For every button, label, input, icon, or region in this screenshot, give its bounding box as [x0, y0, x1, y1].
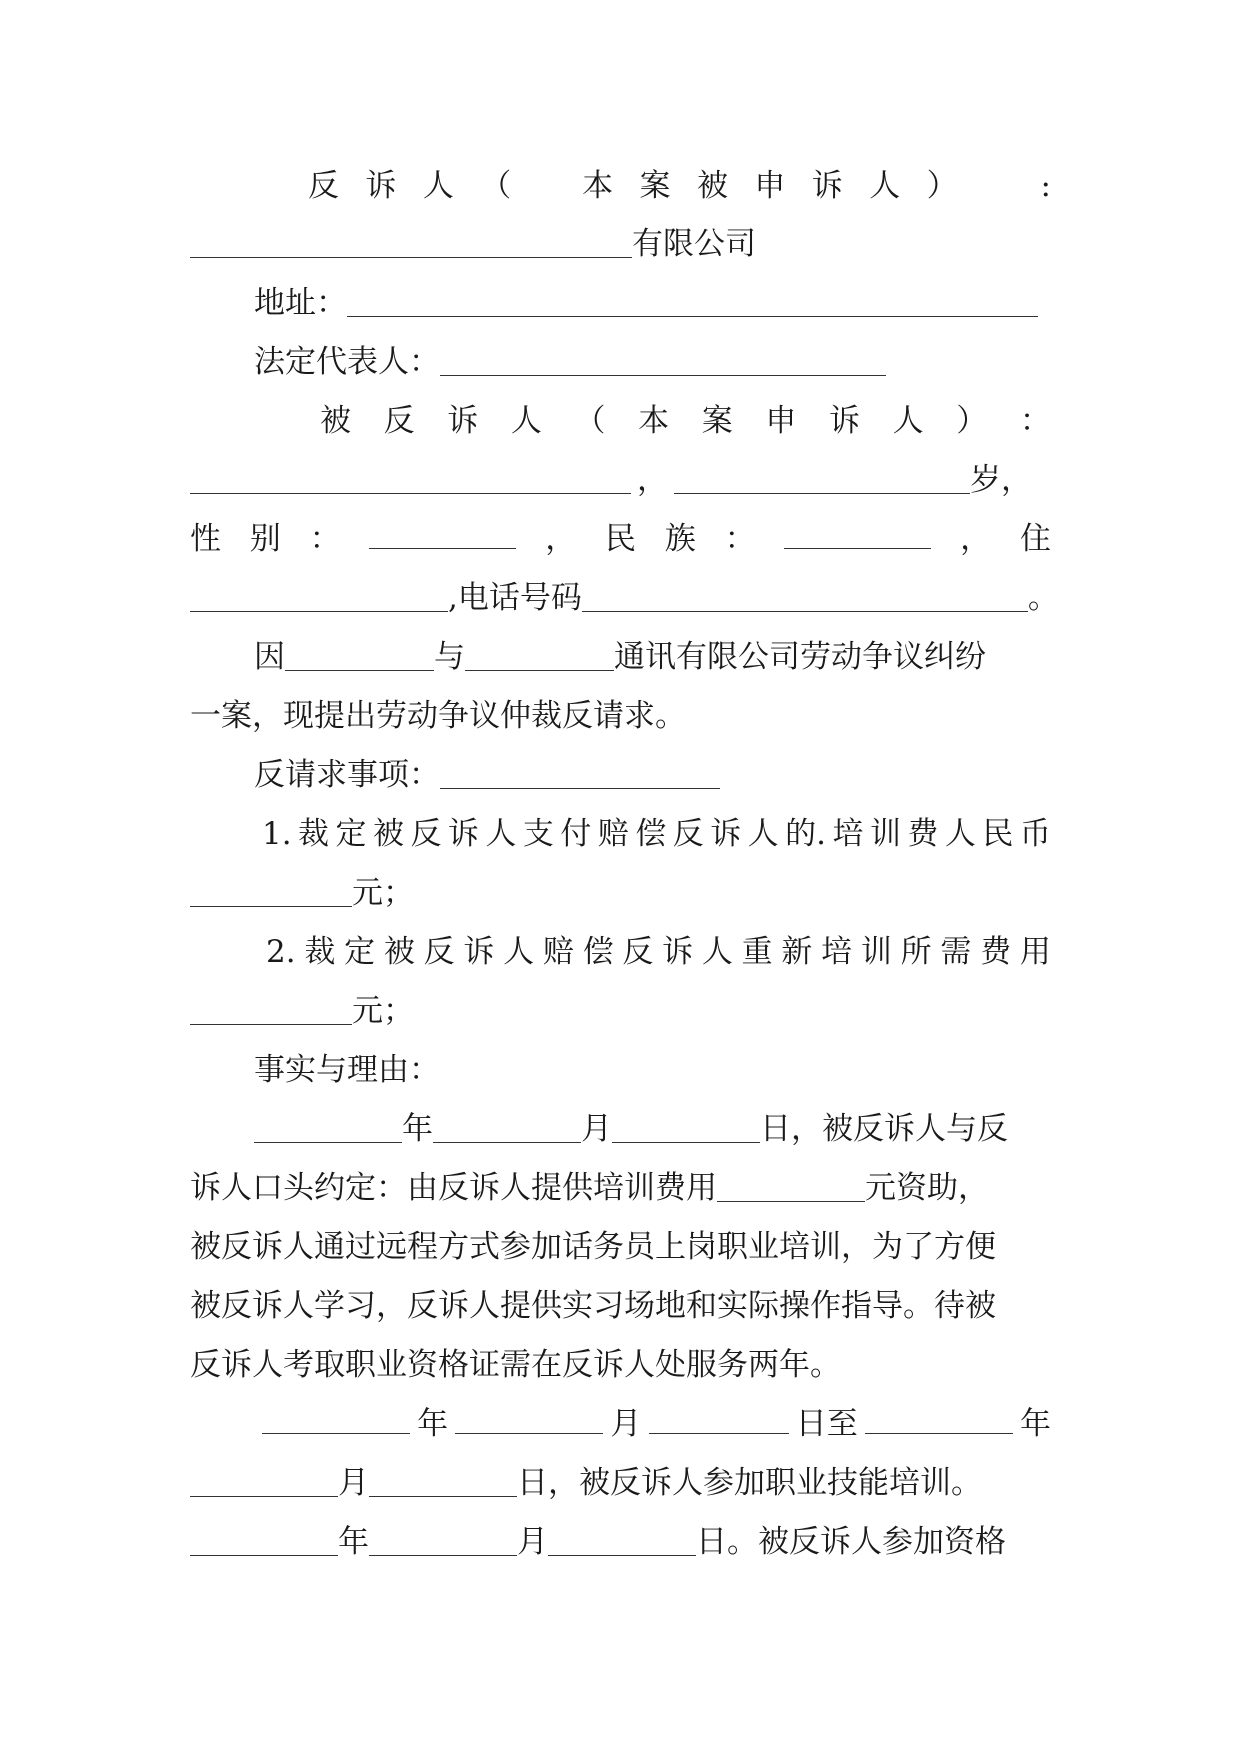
- exam-month-blank[interactable]: [369, 1529, 517, 1556]
- claim-char: 民: [982, 816, 1014, 852]
- heading-char: 诉: [811, 168, 843, 204]
- period-text: 日，被反诉人参加职业技能培训。: [517, 1465, 982, 1501]
- month-label: 月: [581, 1111, 612, 1147]
- claim-char: 人: [701, 934, 733, 970]
- claim-char: 诉: [662, 934, 694, 970]
- facts-text: 反诉人考取职业资格证需在反诉人处服务两年。: [190, 1347, 841, 1383]
- legal-rep-blank[interactable]: [440, 349, 886, 376]
- respondent-name-blank[interactable]: [190, 467, 631, 494]
- colon: ：: [309, 521, 341, 557]
- training-fee-blank[interactable]: [717, 1175, 865, 1202]
- claim-char: 诉: [463, 934, 495, 970]
- claim-char: 付: [560, 816, 592, 852]
- year-label: 年: [402, 1111, 433, 1147]
- month-label: 月: [338, 1465, 369, 1501]
- heading-char: 反: [308, 168, 339, 204]
- claim-char: 支: [522, 816, 554, 852]
- month-blank[interactable]: [433, 1116, 581, 1143]
- claim-char: 币: [1019, 816, 1051, 852]
- claim-char: 反: [672, 816, 704, 852]
- claim-char: 裁: [304, 934, 336, 970]
- claim-char: 所: [900, 934, 932, 970]
- gender-ethnicity-line: [190, 517, 1051, 561]
- company-suffix: 有限公司: [632, 226, 756, 262]
- cause-end: 通讯有限公司劳动争议纠纷: [614, 639, 986, 675]
- heading-char: 反: [383, 403, 415, 439]
- cause-mid: 与: [434, 639, 465, 675]
- facts-text: 元资助，: [865, 1170, 989, 1206]
- address-line: [190, 281, 1051, 325]
- claims-label-line: [190, 753, 1051, 797]
- claim-char: 训: [869, 816, 901, 852]
- period-text: 日。被反诉人参加资格: [696, 1524, 1006, 1560]
- claim-char: 赔: [542, 934, 574, 970]
- year-label: 年: [338, 1524, 369, 1560]
- cause-line: [190, 635, 1051, 679]
- age-suffix: 岁，: [970, 462, 1032, 498]
- heading-char: 人: [892, 403, 924, 439]
- address-blank[interactable]: [347, 290, 1038, 317]
- facts-date-line: [190, 1107, 1051, 1151]
- claim-1-line: [262, 812, 1051, 856]
- end-year-blank[interactable]: [865, 1407, 1013, 1434]
- counterclaimant-heading: [308, 164, 1051, 208]
- claim-char: 诉: [447, 816, 479, 852]
- period-line-2: [190, 1461, 1051, 1505]
- comma: ，: [637, 462, 668, 498]
- legal-rep-line: [190, 340, 1051, 384]
- name-age-line: [190, 458, 1051, 502]
- heading-char: 案: [701, 403, 733, 439]
- facts-line-3: [190, 1225, 1051, 1269]
- facts-line-4: [190, 1284, 1051, 1328]
- facts-label: 事实与理由：: [254, 1052, 440, 1088]
- legal-rep-label: 法定代表人：: [254, 344, 440, 380]
- claim-2-line: [266, 930, 1051, 974]
- end-day-blank[interactable]: [369, 1470, 517, 1497]
- exam-year-blank[interactable]: [190, 1529, 338, 1556]
- heading-char: 本: [582, 168, 614, 204]
- claim-char: 人: [747, 816, 779, 852]
- heading-char: :: [1040, 168, 1051, 204]
- claim-char: 新: [781, 934, 813, 970]
- claim-char: 培: [832, 816, 864, 852]
- heading-char: 诉: [365, 168, 397, 204]
- heading-char: 人: [510, 403, 542, 439]
- claim-number: 2.: [266, 934, 296, 970]
- claim-char: 需: [940, 934, 972, 970]
- colon: ：: [724, 521, 756, 557]
- facts-text: 诉人口头约定：由反诉人提供培训费用: [190, 1170, 717, 1206]
- gender-label-char: 性: [190, 521, 221, 557]
- heading-char: 本: [638, 403, 670, 439]
- ethnicity-label-char: 族: [664, 521, 696, 557]
- claim-1-unit: 元；: [352, 875, 414, 911]
- claim-char: 偿: [635, 816, 667, 852]
- year-blank[interactable]: [254, 1116, 402, 1143]
- heading-char: 人: [869, 168, 901, 204]
- end-month-blank[interactable]: [190, 1470, 338, 1497]
- claim-char: 定: [344, 934, 376, 970]
- claim-char: 人: [503, 934, 535, 970]
- period-line-3: [190, 1520, 1051, 1564]
- heading-char: 被: [320, 403, 351, 439]
- party-a-blank[interactable]: [285, 644, 434, 671]
- facts-label-line: [190, 1048, 1051, 1092]
- heading-char: 人: [422, 168, 454, 204]
- period: 。: [1027, 580, 1059, 616]
- heading-char: （: [480, 168, 512, 204]
- claim-char: 用: [1019, 934, 1051, 970]
- period-line-1: [262, 1402, 1051, 1446]
- claim-char: 反: [622, 934, 654, 970]
- month-label: 月: [610, 1406, 642, 1442]
- claim-2-amount-line: [190, 989, 1051, 1033]
- claim-char: 被: [372, 816, 404, 852]
- address-label: 地址：: [254, 285, 347, 321]
- cause-line-2: [190, 694, 1051, 738]
- respondent-heading: [320, 399, 1051, 443]
- year-label: 年: [1019, 1406, 1051, 1442]
- month-label: 月: [517, 1524, 548, 1560]
- phone-label: ,电话号码: [448, 580, 582, 616]
- company-line: [190, 222, 1051, 266]
- claim-char: 赔: [597, 816, 629, 852]
- gender-blank[interactable]: [369, 522, 516, 549]
- cause-text: 一案，现提出劳动争议仲裁反请求。: [190, 698, 686, 734]
- gender-label-char: 别: [249, 521, 281, 557]
- ethnicity-label-char: 民: [604, 521, 636, 557]
- heading-char: ）: [956, 403, 988, 439]
- heading-char: 诉: [447, 403, 479, 439]
- start-day-blank[interactable]: [649, 1407, 789, 1434]
- claim-char: 训: [860, 934, 892, 970]
- claim-char: 人: [944, 816, 976, 852]
- day-to-label: 日至: [795, 1406, 858, 1442]
- heading-char: 申: [754, 168, 786, 204]
- claim-char: 裁: [298, 816, 330, 852]
- heading-char: 申: [765, 403, 797, 439]
- cause-start: 因: [254, 639, 285, 675]
- ethnicity-blank[interactable]: [784, 522, 931, 549]
- claim-1-amount-line: [190, 871, 1051, 915]
- claim-2-unit: 元；: [352, 993, 414, 1029]
- phone-blank[interactable]: [582, 585, 1028, 612]
- facts-text: 被反诉人通过远程方式参加话务员上岗职业培训，为了方便: [190, 1229, 996, 1265]
- day-blank[interactable]: [612, 1116, 760, 1143]
- claim-number: 1.: [262, 816, 292, 852]
- age-blank[interactable]: [674, 467, 970, 494]
- heading-char: ：: [1019, 403, 1051, 439]
- heading-char: 案: [639, 168, 671, 204]
- comma: ，: [960, 521, 992, 557]
- residence-blank[interactable]: [190, 585, 448, 612]
- claims-blank[interactable]: [440, 762, 720, 789]
- facts-text: 被反诉人学习，反诉人提供实习场地和实际操作指导。待被: [190, 1288, 996, 1324]
- year-label: 年: [417, 1406, 449, 1442]
- heading-char: ）: [926, 168, 958, 204]
- claim-char: 重: [741, 934, 773, 970]
- claim-char: 费: [980, 934, 1012, 970]
- claim-2-amount-blank[interactable]: [190, 998, 352, 1025]
- residence-phone-line: [190, 576, 1070, 620]
- claim-char: 反: [423, 934, 455, 970]
- facts-line-2: [190, 1166, 1051, 1210]
- claim-char: 的.: [785, 816, 826, 852]
- residence-label: 住: [1019, 521, 1051, 557]
- heading-char: 诉: [829, 403, 860, 439]
- exam-day-blank[interactable]: [548, 1529, 696, 1556]
- claim-char: 费: [907, 816, 939, 852]
- claim-1-amount-blank[interactable]: [190, 880, 352, 907]
- claim-char: 诉: [710, 816, 742, 852]
- claims-label: 反请求事项：: [254, 757, 440, 793]
- party-b-blank[interactable]: [465, 644, 614, 671]
- claim-char: 培: [821, 934, 853, 970]
- company-name-blank[interactable]: [190, 231, 632, 258]
- facts-line-5: [190, 1343, 1051, 1387]
- claim-char: 反: [410, 816, 442, 852]
- start-year-blank[interactable]: [262, 1407, 410, 1434]
- start-month-blank[interactable]: [455, 1407, 603, 1434]
- claim-char: 被: [383, 934, 415, 970]
- facts-text: 日，被反诉人与反: [760, 1111, 1008, 1147]
- heading-char: （: [574, 403, 606, 439]
- claim-char: 偿: [582, 934, 614, 970]
- claim-char: 定: [335, 816, 367, 852]
- heading-char: 被: [696, 168, 728, 204]
- comma: ，: [545, 521, 577, 557]
- claim-char: 人: [485, 816, 517, 852]
